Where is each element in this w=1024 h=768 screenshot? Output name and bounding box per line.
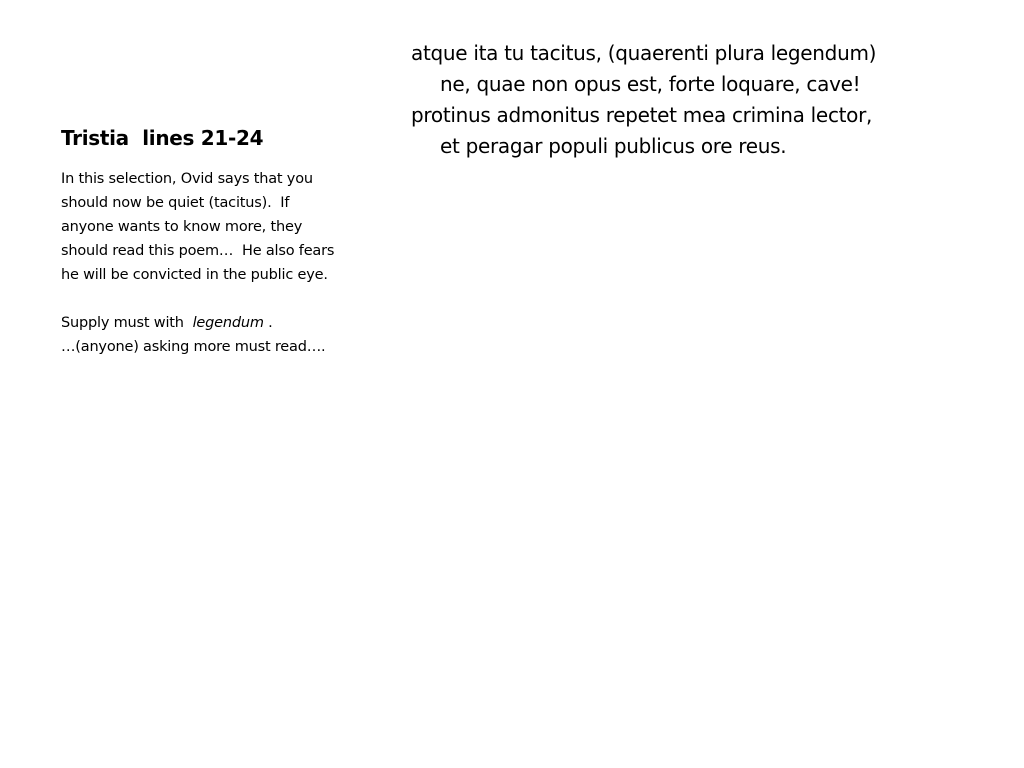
slide-title: Tristia lines 21-24	[61, 126, 264, 150]
poem-line-3: protinus admonitus repetet mea crimina lector,	[411, 103, 873, 127]
supply-note-translation: …(anyone) asking more must read….	[61, 339, 326, 355]
commentary-notes	[61, 167, 381, 359]
supply-note-prefix: Supply must with	[61, 315, 193, 331]
paragraph-gap	[61, 287, 381, 311]
note-line-5: he will be convicted in the public eye.	[61, 267, 328, 283]
poem-line-2: ne, quae non opus est, forte loquare, cave!	[440, 72, 861, 96]
supply-note-italic-word: legendum	[192, 315, 264, 331]
poem-line-4: et peragar populi publicus ore reus.	[440, 134, 787, 158]
supply-note-suffix: .	[263, 315, 273, 331]
note-line-2: should now be quiet (tacitus). If	[61, 195, 290, 211]
note-line-3: anyone wants to know more, they	[61, 219, 303, 235]
note-line-1: In this selection, Ovid says that you	[61, 171, 313, 187]
note-line-4: should read this poem… He also fears	[61, 243, 335, 259]
poem-line-1: atque ita tu tacitus, (quaerenti plura legendum)	[411, 41, 877, 65]
supply-note-line	[61, 311, 381, 335]
latin-poem-text	[411, 38, 971, 162]
